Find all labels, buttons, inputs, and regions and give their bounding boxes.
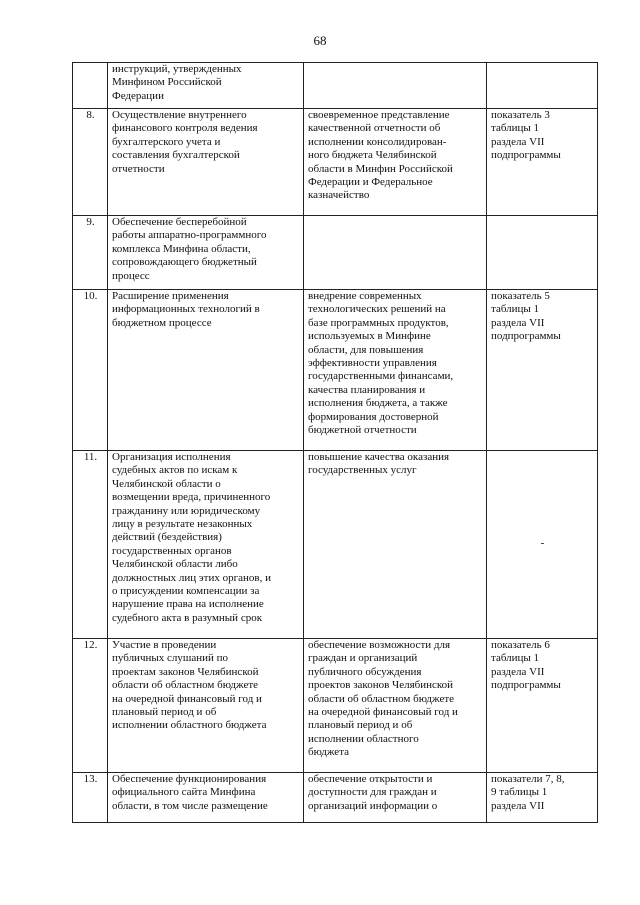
indicator-cell [487, 639, 598, 773]
cell-text-line: обеспечение возможности для [308, 639, 451, 651]
cell-text-line: должностных лиц этих органов, и [112, 571, 271, 584]
cell-text-line: исполнении областного бюджета [112, 719, 267, 732]
row-number: 8. [73, 109, 108, 216]
cell-text-line: качественной отчетности об [308, 122, 441, 135]
cell-text-line: технологических решений на [308, 303, 446, 316]
cell-text-line: показатель 3 [491, 109, 550, 121]
cell-text-line: обеспечение открытости и [308, 773, 433, 785]
cell-text-line: подпрограммы [491, 330, 561, 343]
table-row [73, 290, 598, 451]
activity-cell [108, 451, 304, 639]
cell-text-line: показатель 6 [491, 639, 550, 651]
cell-text-line: судебных актов по искам к [112, 464, 238, 477]
cell-text-line: качества планирования и [308, 383, 426, 396]
cell-text-line: Федерации [112, 89, 164, 102]
table-row [73, 773, 598, 823]
indicator-cell [487, 773, 598, 823]
result-cell [304, 216, 487, 290]
cell-text-line: области об областном бюджете [112, 679, 259, 692]
cell-text-line: комплекса Минфина области, [112, 242, 251, 255]
cell-text-line: действий (бездействия) [112, 531, 222, 544]
cell-text-line: на очередной финансовый год и [112, 692, 262, 705]
cell-text-line: раздела VII [491, 665, 545, 678]
row-number: 11. [73, 451, 108, 639]
cell-text-line: проектов законов Челябинской [308, 679, 454, 692]
table-row [73, 63, 598, 109]
result-cell [304, 290, 487, 451]
cell-text-line: области об областном бюджете [308, 692, 455, 705]
indicator-cell [487, 109, 598, 216]
cell-text-line: - [540, 537, 545, 550]
cell-text-line: Расширение применения [112, 290, 229, 302]
cell-text-line: таблицы 1 [491, 122, 540, 135]
cell-text-line: сопровождающего бюджетный [112, 256, 257, 269]
cell-text-line: Осуществление внутреннего [112, 109, 247, 121]
row-number: 9. [73, 216, 108, 290]
cell-text-line: на очередной финансовый год и [308, 706, 458, 719]
cell-text-line: показатели 7, 8, [491, 773, 565, 785]
cell-text-line: раздела VII [491, 135, 545, 148]
cell-text-line: Организация исполнения [112, 451, 231, 463]
cell-text-line: области в Минфин Российской [308, 162, 453, 175]
cell-text-line: о присуждении компенсации за [112, 585, 260, 598]
indicator-cell [487, 216, 598, 290]
cell-text-line: Минфином Российской [112, 76, 222, 89]
indicator-cell [487, 451, 598, 639]
page-number: 68 [313, 33, 327, 48]
cell-text-line: формирования достоверной [308, 410, 439, 423]
result-cell [304, 109, 487, 216]
cell-text-line: государственных органов [112, 544, 232, 557]
cell-text-line: работы аппаратно-программного [112, 229, 267, 242]
result-cell [304, 639, 487, 773]
table-row [73, 451, 598, 639]
cell-text-line: лицу в результате незаконных [112, 518, 253, 531]
cell-text-line: публичного обсуждения [308, 665, 422, 678]
cell-text-line: раздела VII [491, 316, 545, 329]
cell-text-line: Челябинской области о [112, 477, 221, 490]
cell-text-line: плановый период и об [308, 719, 413, 732]
cell-text-line: используемых в Минфине [308, 330, 431, 343]
cell-text-line: казначейство [308, 189, 370, 202]
cell-text-line: таблицы 1 [491, 652, 540, 665]
cell-text-line: раздела VII [491, 799, 545, 812]
table-row [73, 216, 598, 290]
cell-text-line: Челябинской области либо [112, 558, 238, 571]
result-cell [304, 451, 487, 639]
cell-text-line: Участие в проведении [112, 639, 217, 651]
cell-text-line: государственными финансами, [308, 370, 454, 383]
result-cell [304, 63, 487, 109]
cell-text-line: области, для повышения [308, 343, 424, 356]
cell-text-line: бюджетном процессе [112, 316, 212, 329]
result-cell [304, 773, 487, 823]
cell-text-line: бюджета [308, 746, 350, 759]
cell-text-line: нарушение права на исполнение [112, 598, 264, 611]
activities-table [72, 62, 598, 823]
activity-cell [108, 290, 304, 451]
cell-text-line: составления бухгалтерской [112, 149, 240, 162]
row-number: 10. [73, 290, 108, 451]
activity-cell [108, 216, 304, 290]
cell-text-line: Обеспечение функционирования [112, 773, 267, 785]
cell-text-line: возмещении вреда, причиненного [112, 491, 271, 504]
cell-text-line: бухгалтерского учета и [112, 135, 221, 148]
cell-text-line: инструкций, утвержденных [112, 63, 242, 75]
row-number [73, 63, 108, 109]
cell-text-line: показатель 5 [491, 290, 550, 302]
cell-text-line: подпрограммы [491, 679, 561, 692]
cell-text-line: внедрение современных [308, 290, 422, 302]
cell-text-line: ного бюджета Челябинской [308, 149, 437, 162]
cell-text-line: проектам законов Челябинской [112, 665, 259, 678]
cell-text-line: исполнении областного [308, 732, 419, 745]
activity-cell [108, 109, 304, 216]
row-number: 13. [73, 773, 108, 823]
activity-cell [108, 773, 304, 823]
cell-text-line: гражданину или юридическому [112, 504, 261, 517]
cell-text-line: плановый период и об [112, 706, 217, 719]
cell-text-line: организаций информации о [308, 799, 438, 812]
cell-text-line: судебного акта в разумный срок [112, 611, 263, 624]
indicator-cell [487, 290, 598, 451]
cell-text-line: своевременное представление [308, 109, 450, 121]
table-row [73, 639, 598, 773]
row-number: 12. [73, 639, 108, 773]
cell-text-line: государственных услуг [308, 464, 417, 477]
cell-text-line: отчетности [112, 162, 165, 175]
activity-cell [108, 63, 304, 109]
cell-text-line: базе программных продуктов, [308, 316, 449, 329]
activity-cell [108, 639, 304, 773]
cell-text-line: граждан и организаций [308, 652, 418, 665]
indicator-cell [487, 63, 598, 109]
cell-text-line: повышение качества оказания [308, 451, 450, 463]
cell-text-line: исполнения бюджета, а также [308, 397, 448, 410]
cell-text-line: Обеспечение бесперебойной [112, 216, 247, 228]
cell-text-line: финансового контроля ведения [112, 122, 258, 135]
cell-text-line: доступности для граждан и [308, 786, 437, 799]
cell-text-line: информационных технологий в [112, 303, 260, 316]
cell-text-line: области, в том числе размещение [112, 799, 268, 812]
cell-text-line: публичных слушаний по [112, 652, 229, 665]
cell-text-line: подпрограммы [491, 149, 561, 162]
cell-text-line: исполнении консолидирован- [308, 135, 447, 148]
table-row [73, 109, 598, 216]
cell-text-line: официального сайта Минфина [112, 786, 256, 799]
cell-text-line: Федерации и Федеральное [308, 176, 433, 189]
cell-text-line: 9 таблицы 1 [491, 786, 548, 799]
cell-text-line: эффективности управления [308, 357, 437, 370]
cell-text-line: таблицы 1 [491, 303, 540, 316]
cell-text-line: процесс [112, 269, 150, 282]
cell-text-line: бюджетной отчетности [308, 424, 417, 437]
